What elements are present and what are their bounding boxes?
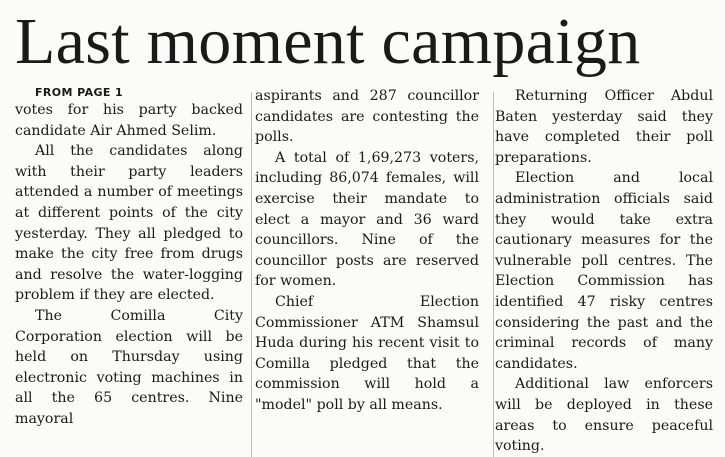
column-3 bbox=[495, 86, 713, 457]
newspaper-clipping bbox=[0, 2, 725, 455]
paragraph: Returning Officer Abdul Baten yesterday said they have completed their poll preparations. bbox=[495, 88, 713, 166]
column-rule bbox=[493, 92, 494, 457]
column-2 bbox=[255, 86, 479, 457]
paragraph: Election and local administration officials said they would take extra cautionary measures for the vulnerable poll centres. The Election Commission has identified 47 risky centres considering the past and the criminal records of many candidates. bbox=[495, 170, 713, 372]
paragraph: All the candidates along with their party leaders attended a number of meetings at different points of the city yesterday. They all pledged to make the city free from drugs and resolve the water-logging problem if they are elected. bbox=[15, 143, 243, 304]
column-1 bbox=[15, 86, 243, 457]
paragraph: votes for his party backed candidate Air Ahmed Selim. bbox=[15, 102, 243, 139]
headline: Last moment campaign bbox=[15, 5, 641, 78]
paragraph: aspirants and 287 councillor candidates are contesting the polls. bbox=[255, 88, 479, 146]
paragraph: Chief Election Commissioner ATM Shamsul Huda during his recent visit to Comilla pledged that the commission will hold a "model" poll by all means. bbox=[255, 293, 479, 413]
column-rule bbox=[251, 92, 252, 457]
paragraph: A total of 1,69,273 voters, including 86,074 females, will exercise their mandate to elect a mayor and 36 ward councillors. Nine of the councillor posts are reserved for women. bbox=[255, 149, 479, 290]
article-body bbox=[15, 86, 725, 457]
paragraph: The Comilla City Corporation election will be held on Thursday using electronic voting machines in all the 65 centres. Nine mayoral bbox=[15, 307, 243, 427]
paragraph: Additional law enforcers will be deployed in these areas to ensure peaceful voting. bbox=[495, 376, 713, 455]
kicker: FROM PAGE 1 bbox=[35, 86, 124, 99]
